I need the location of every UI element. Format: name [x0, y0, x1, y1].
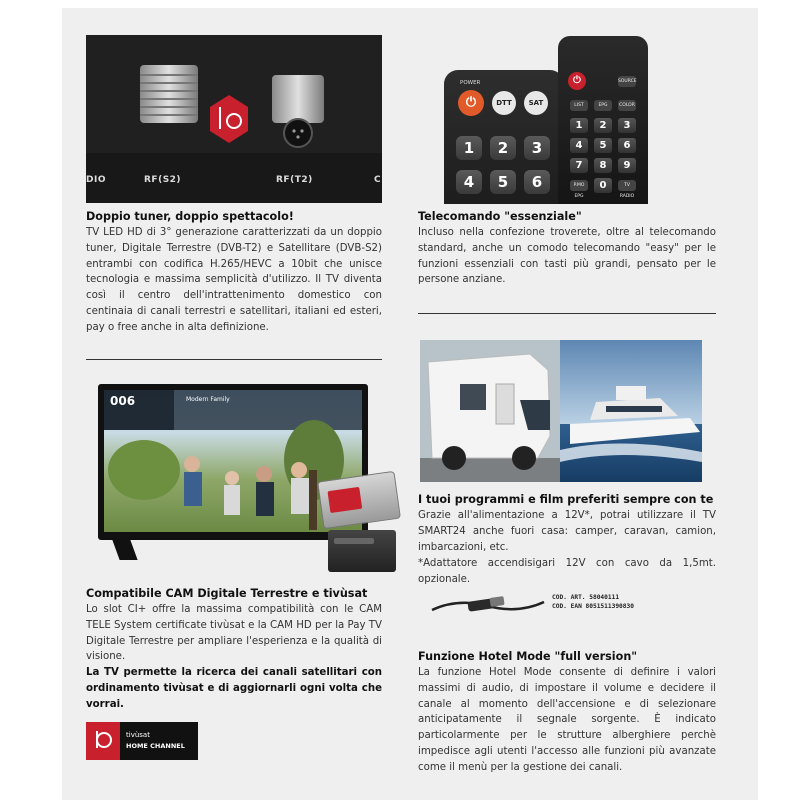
- connector-panel-graphic: [86, 35, 382, 203]
- easy-key-1[interactable]: 1: [456, 136, 482, 160]
- tivusat-logo-line1: tivùsat: [126, 731, 150, 739]
- cam-module: [317, 471, 401, 529]
- std-key-2[interactable]: 2: [594, 118, 612, 133]
- label-rf-t2: RF(T2): [276, 175, 313, 185]
- easy-key-4[interactable]: 4: [456, 170, 482, 194]
- cam-heading: Compatibile CAM Digitale Terrestre e tivùsat: [86, 587, 368, 600]
- hotel-heading: Funzione Hotel Mode "full version": [418, 650, 638, 663]
- hotel-body: La funzione Hotel Mode consente di definire i valori massimi di audio, di impostare il volume e decidere il canale al momento dell'accensione e di selezionare anticipatamente il segnale sorgente. È indicato particolarmente per le strutture alberghiere perchè impedisce agli utenti l'accesso alle funzioni più avanzate come il menù per la gestione dei canali.: [418, 667, 716, 773]
- easy-key-3[interactable]: 3: [524, 136, 550, 160]
- easy-key-2[interactable]: 2: [490, 136, 516, 160]
- cod-art: COD. ART. 58040111: [552, 594, 620, 601]
- tv-channel-number: 006: [110, 394, 136, 408]
- color-button[interactable]: COLOR: [618, 100, 636, 111]
- std-key-7[interactable]: 7: [570, 158, 588, 173]
- standard-remote: [558, 36, 648, 204]
- tuner-body: TV LED HD di 3° generazione caratterizzati da un doppio tuner, Digitale Terrestre (DVB-T2) e Satellitare (DVB-S2) entrambi con codifica H.265/HEVC a 10bit che unisce tecnologia e massima semplicità d'utilizzo. Il TV diventa così il centro dell'intrattenimento domestico con centinaia di canali terrestri e satellitari, italiani ed esteri, pay o free anche in alta definizione.: [86, 227, 382, 333]
- mobile-body: Grazie all'alimentazione a 12V*, potrai utilizzare il TV SMART24 anche fuori casa: camper, caravan, camion, imbarcazioni, etc.: [418, 510, 716, 553]
- tv-foot-left: [112, 540, 137, 560]
- label-c: C: [374, 175, 382, 185]
- cod-ean: COD. EAN 8051511390830: [552, 603, 634, 610]
- power-button[interactable]: ⏻: [458, 90, 484, 116]
- tv-program-title: Modern Family: [186, 396, 230, 403]
- tivusat-logo-mark: [86, 722, 120, 760]
- std-power-button[interactable]: ⏻: [568, 72, 586, 90]
- remote-body: Incluso nella confezione troverete, oltre al telecomando standard, anche un comodo telecomando "easy" per le funzioni essenziali con tasti più grandi, pensato per le persone anziane.: [418, 227, 716, 286]
- camper-boat-image: [420, 340, 702, 482]
- tivusat-logo-line2: HOME CHANNEL: [126, 742, 185, 750]
- std-key-5[interactable]: 5: [594, 138, 612, 153]
- list-button[interactable]: LIST: [570, 100, 588, 111]
- std-key-9[interactable]: 9: [618, 158, 636, 173]
- label-dio: DIO: [86, 175, 106, 185]
- receiver-box: [328, 530, 396, 572]
- remotes-image: [440, 36, 680, 204]
- mobile-heading: I tuoi programmi e film preferiti sempre con te: [418, 493, 714, 506]
- std-key-8[interactable]: 8: [594, 158, 612, 173]
- tv-cam-image: [94, 384, 400, 578]
- tuner-heading: Doppio tuner, doppio spettacolo!: [86, 210, 294, 223]
- std-key-3[interactable]: 3: [618, 118, 636, 133]
- cam-bold-text: La TV permette la ricerca dei canali satellitari con ordinamento tivùsat e di aggiornarli ogni volta che vorrai.: [86, 667, 382, 710]
- divider-right: [418, 313, 716, 314]
- remote-heading: Telecomando "essenziale": [418, 210, 582, 223]
- divider-left: [86, 359, 382, 360]
- sat-button[interactable]: SAT: [524, 91, 548, 115]
- easy-remote: [444, 70, 564, 204]
- pg-epg-button[interactable]: P.MO EPG: [570, 180, 588, 191]
- std-key-0[interactable]: 0: [594, 178, 612, 193]
- std-key-1[interactable]: 1: [570, 118, 588, 133]
- power-label: POWER: [460, 80, 481, 86]
- tv-radio-button[interactable]: TV RADIO: [618, 180, 636, 191]
- easy-key-5[interactable]: 5: [490, 170, 516, 194]
- car-adapter-image: [428, 588, 548, 622]
- epg-button[interactable]: EPG: [594, 100, 612, 111]
- std-key-4[interactable]: 4: [570, 138, 588, 153]
- easy-key-6[interactable]: 6: [524, 170, 550, 194]
- source-button[interactable]: SOURCE: [618, 76, 636, 87]
- label-rf-s2: RF(S2): [144, 175, 182, 185]
- mobile-note: *Adattatore accendisigari 12V con cavo da 1,5mt. opzionale.: [418, 558, 716, 585]
- dtt-button[interactable]: DTT: [492, 91, 516, 115]
- tivusat-logo: [86, 722, 198, 760]
- std-key-6[interactable]: 6: [618, 138, 636, 153]
- connector-panel-image: [86, 35, 382, 203]
- cam-body: Lo slot CI+ offre la massima compatibilità con le CAM TELE System certificate tivùsat e la CAM HD per la Pay TV Digitale Terrestre per ampliare l'esperienza e la qualità di visione.: [86, 604, 382, 663]
- camper-boat-graphic: [420, 340, 702, 482]
